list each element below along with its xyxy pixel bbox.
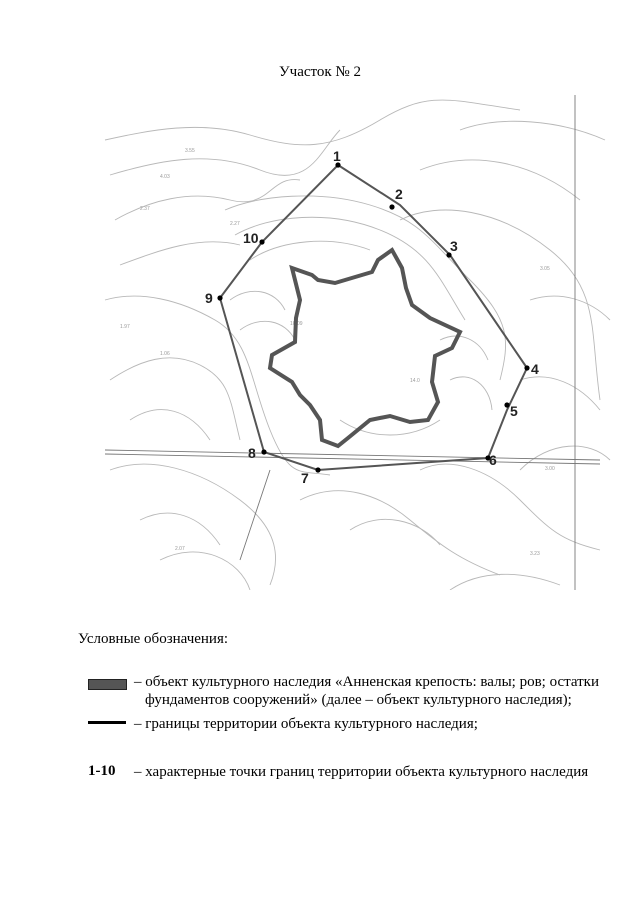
point-label-6: 6 (489, 452, 497, 468)
territory-boundary (220, 165, 527, 470)
svg-text:2.37: 2.37 (140, 206, 150, 212)
point-marker-7 (315, 467, 320, 472)
legend-heritage-line2: фундаментов сооружений» (далее – объект культурного наследия); (145, 692, 572, 708)
point-label-8: 8 (248, 445, 256, 461)
point-label-10: 10 (243, 230, 259, 246)
contour-elevation-labels (120, 148, 555, 557)
svg-text:3.00: 3.00 (545, 466, 555, 472)
point-marker-4 (524, 365, 529, 370)
svg-text:14.0: 14.0 (410, 378, 420, 384)
point-label-1: 1 (333, 148, 341, 164)
legend-title: Условные обозначения: (78, 631, 229, 647)
point-marker-9 (217, 295, 222, 300)
point-label-2: 2 (395, 186, 403, 202)
point-label-5: 5 (510, 403, 518, 419)
point-marker-8 (261, 449, 266, 454)
site-map (100, 95, 620, 590)
svg-text:2.27: 2.27 (230, 221, 240, 227)
point-marker-5 (504, 402, 509, 407)
svg-text:10.09: 10.09 (290, 321, 303, 327)
svg-text:3.23: 3.23 (530, 551, 540, 557)
point-marker-2 (389, 204, 394, 209)
point-label-3: 3 (450, 238, 458, 254)
heritage-object-symbol (88, 679, 127, 690)
point-label-4: 4 (531, 361, 539, 377)
contour-lines (105, 100, 610, 590)
svg-text:1.06: 1.06 (160, 351, 170, 357)
point-marker-10 (259, 239, 264, 244)
boundary-point-labels (205, 148, 539, 486)
legend-boundary: – границы территории объекта культурного наследия; (134, 716, 478, 732)
legend-heritage-line1: – объект культурного наследия «Анненская крепость: валы; ров; остатки (134, 674, 599, 690)
page-title: Участок № 2 (279, 64, 361, 80)
points-symbol: 1-10 (88, 763, 116, 779)
legend-points: – характерные точки границ территории объекта культурного наследия (134, 764, 589, 780)
svg-text:1.97: 1.97 (120, 324, 130, 330)
boundary-line-symbol (88, 721, 126, 724)
svg-text:3.05: 3.05 (540, 266, 550, 272)
svg-text:3.55: 3.55 (185, 148, 195, 154)
svg-text:2.07: 2.07 (175, 546, 185, 552)
point-label-7: 7 (301, 470, 309, 486)
heritage-object-outline (270, 250, 460, 446)
svg-text:4.03: 4.03 (160, 174, 170, 180)
point-label-9: 9 (205, 290, 213, 306)
boundary-point-markers (217, 162, 529, 472)
